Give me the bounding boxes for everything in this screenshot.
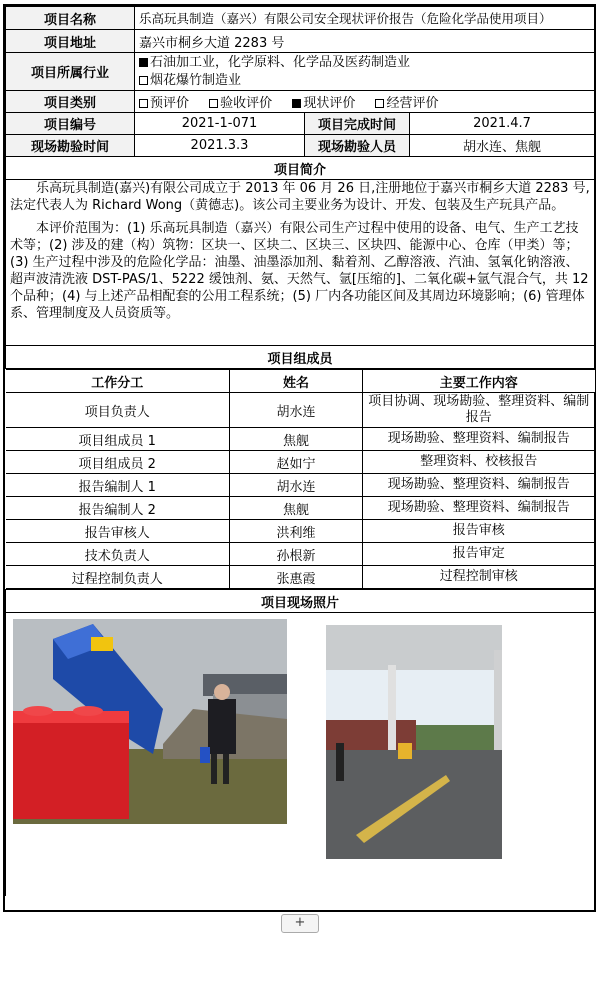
team-name: 焦舰 (230, 428, 363, 451)
project-name-value: 乐高玩具制造（嘉兴）有限公司安全现状评价报告（危险化学品使用项目） (135, 7, 595, 30)
survey-people-label: 现场勘验人员 (305, 135, 410, 157)
finish-time-label: 项目完成时间 (305, 113, 410, 135)
team-name: 赵如宁 (230, 451, 363, 474)
team-work: 过程控制审核 (363, 566, 595, 589)
team-role: 项目负责人 (6, 393, 230, 428)
team-name: 焦舰 (230, 497, 363, 520)
team-role: 项目组成员 1 (6, 428, 230, 451)
industry-option-petrochem: 石油加工业，化学原料、化学品及医药制造业 (139, 54, 590, 72)
expand-button[interactable]: + (281, 914, 319, 933)
team-row (6, 520, 595, 543)
industry-option-fireworks: 烟花爆竹制造业 (139, 72, 590, 90)
project-name-label: 项目名称 (6, 7, 135, 30)
photos-title: 项目现场照片 (6, 590, 595, 613)
team-title: 项目组成员 (6, 346, 595, 369)
type-option-current: 现状评价 (292, 92, 355, 111)
type-option-acceptance: 验收评价 (209, 92, 272, 111)
unchecked-box-icon (375, 99, 384, 108)
unchecked-box-icon (139, 76, 148, 85)
site-photo-canopy (326, 625, 502, 859)
team-work: 报告审定 (363, 543, 595, 566)
industry-label: 项目所属行业 (6, 53, 135, 91)
project-type-options (135, 91, 595, 113)
team-header-name: 姓名 (230, 370, 363, 393)
team-header-work: 主要工作内容 (363, 370, 595, 393)
survey-people-value: 胡水连、焦舰 (410, 135, 595, 157)
team-role: 报告审核人 (6, 520, 230, 543)
team-work: 整理资料、校核报告 (363, 451, 595, 474)
project-number-label: 项目编号 (6, 113, 135, 135)
team-name: 孙根新 (230, 543, 363, 566)
checked-box-icon (292, 99, 301, 108)
team-work: 现场勘验、整理资料、编制报告 (363, 428, 595, 451)
survey-time-label: 现场勘验时间 (6, 135, 135, 157)
team-row (6, 474, 595, 497)
team-row (6, 566, 595, 589)
project-address-label: 项目地址 (6, 30, 135, 53)
team-role: 项目组成员 2 (6, 451, 230, 474)
unchecked-box-icon (139, 99, 148, 108)
team-row (6, 428, 595, 451)
team-name: 胡水连 (230, 474, 363, 497)
team-row (6, 543, 595, 566)
site-photos (6, 613, 594, 896)
industry-options (135, 53, 595, 91)
team-work: 报告审核 (363, 520, 595, 543)
finish-time-value: 2021.4.7 (410, 113, 595, 135)
checked-box-icon (139, 58, 148, 67)
team-row (6, 451, 595, 474)
team-header-role: 工作分工 (6, 370, 230, 393)
team-row (6, 497, 595, 520)
team-role: 过程控制负责人 (6, 566, 230, 589)
team-work: 现场勘验、整理资料、编制报告 (363, 497, 595, 520)
intro-paragraph-1: 乐高玩具制造(嘉兴)有限公司成立于 2013 年 06 月 26 日,注册地位于嘉兴市桐乡大道 2283 号,法定代表人为 Richard Wong（黄德志)。该公司主要业务为设计、开发、包装及生产玩具产品。 (10, 181, 590, 213)
team-work: 项目协调、现场勘验、整理资料、编制报告 (363, 393, 595, 428)
type-option-operation: 经营评价 (375, 92, 438, 111)
info-table (5, 6, 595, 896)
intro-paragraph-2: 本评价范围为：(1) 乐高玩具制造（嘉兴）有限公司生产过程中使用的设备、电气、生产工艺技术等；(2) 涉及的建（构）筑物：区块一、区块二、区块三、区块四、能源中心、仓库（甲类）等；(3) 生产过程中涉及的危险化学品：油墨、油墨添加剂、黏着剂、乙醇溶液、汽油、氢氧化钠溶液、超声波清洗液 DST-PAS/1、5222 缓蚀剂、氨、天然气、氩[压缩的]、二氧化碳+氩气混合气，共 12 个品种；(4) 与上述产品相配套的公用工程系统；(5) 厂内各功能区间及其周边环境影响；(6) 管理体系、管理制度及人员资质等。 (10, 221, 589, 321)
project-type-label: 项目类别 (6, 91, 135, 113)
site-photo-lego-sculpture (13, 619, 287, 824)
project-number-value: 2021-1-071 (135, 113, 305, 135)
team-name: 胡水连 (230, 393, 363, 428)
team-row (6, 393, 595, 428)
team-name: 洪利维 (230, 520, 363, 543)
team-role: 报告编制人 1 (6, 474, 230, 497)
team-role: 报告编制人 2 (6, 497, 230, 520)
intro-body (6, 180, 595, 346)
type-option-pre: 预评价 (139, 92, 189, 111)
survey-time-value: 2021.3.3 (135, 135, 305, 157)
report-sheet (3, 4, 596, 912)
team-table (6, 369, 595, 589)
intro-title: 项目简介 (6, 157, 595, 180)
team-role: 技术负责人 (6, 543, 230, 566)
project-address-value: 嘉兴市桐乡大道 2283 号 (135, 30, 595, 53)
team-name: 张惠霞 (230, 566, 363, 589)
team-work: 现场勘验、整理资料、编制报告 (363, 474, 595, 497)
unchecked-box-icon (209, 99, 218, 108)
